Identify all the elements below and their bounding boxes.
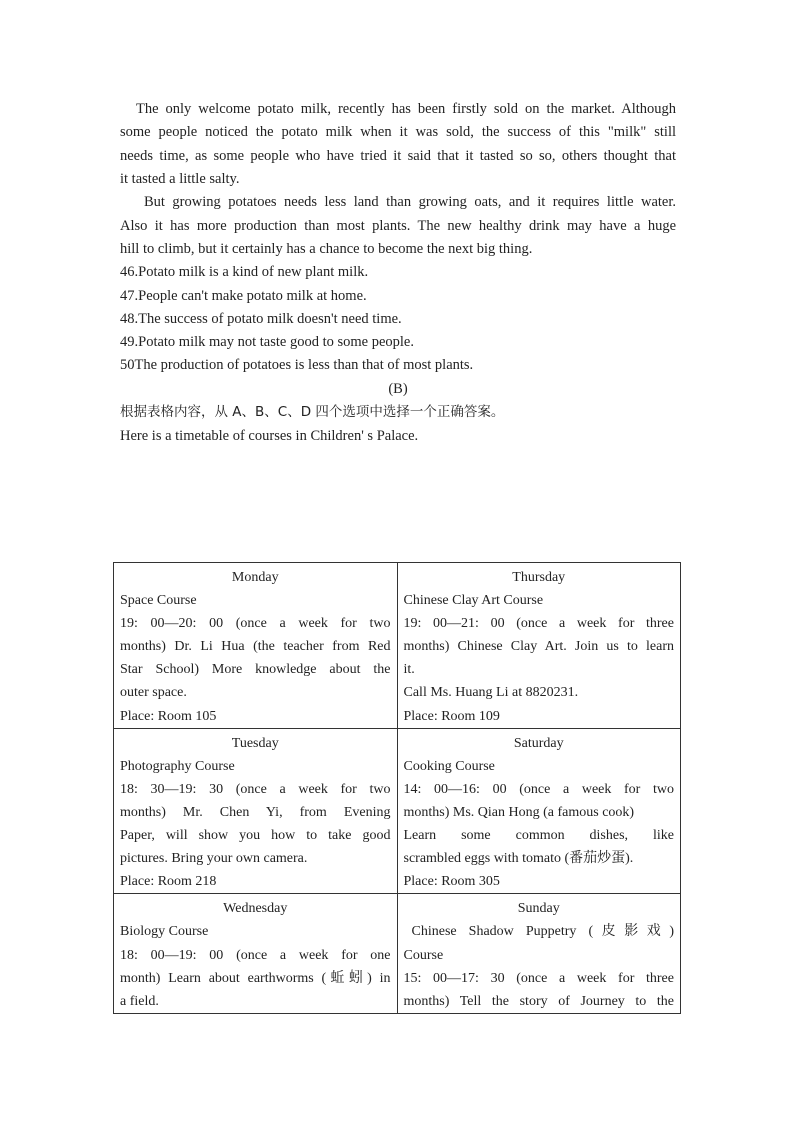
- course-text: months) Ms. Qian Hong (a famous cook): [403, 804, 635, 820]
- statement-46: 46.Potato milk is a kind of new plant milk.: [120, 264, 369, 280]
- passage-line: But growing potatoes needs less land than growing oats, and it requires little water.: [144, 194, 676, 210]
- course-text: 19: 00—21: 00 (once a week for three: [403, 616, 674, 632]
- course-text: months) Dr. Li Hua (the teacher from Red: [120, 639, 391, 655]
- day-heading: Thursday: [512, 570, 566, 585]
- course-text: months) Mr. Chen Yi, from Evening: [120, 804, 391, 820]
- course-title: Chinese Clay Art Course: [403, 593, 544, 609]
- course-text: Star School) More knowledge about the: [120, 662, 391, 678]
- course-text: scrambled eggs with tomato (番茄炒蛋).: [403, 851, 634, 867]
- course-text: 19: 00—20: 00 (once a week for two: [120, 616, 391, 632]
- day-heading: Tuesday: [231, 735, 279, 751]
- course-cell-thursday: [397, 563, 681, 729]
- course-title: Course: [403, 947, 444, 963]
- timetable: [113, 562, 681, 1014]
- day-heading: Monday: [231, 570, 279, 585]
- section-intro: Here is a timetable of courses in Children' s Palace.: [120, 428, 419, 444]
- day-heading: Wednesday: [223, 901, 288, 917]
- table-row: [114, 563, 681, 729]
- course-text: 18: 00—19: 00 (once a week for one: [120, 947, 391, 963]
- course-title: Cooking Course: [403, 758, 495, 774]
- course-title: Space Course: [120, 593, 197, 609]
- statement-49: 49.Potato milk may not taste good to some people.: [120, 334, 414, 350]
- course-cell-wednesday: [114, 894, 398, 1013]
- table-row: [114, 894, 681, 1013]
- course-contact: Call Ms. Huang Li at 8820231.: [403, 685, 579, 701]
- section-instruction: 根据表格内容，从 A、B、C、D 四个选项中选择一个正确答案。: [120, 404, 505, 420]
- course-place: Place: Room 305: [403, 874, 500, 890]
- passage-line: it tasted a little salty.: [120, 171, 240, 187]
- course-text: Paper, will show you how to take good: [120, 828, 391, 844]
- course-text: 15: 00—17: 30 (once a week for three: [403, 970, 674, 986]
- course-cell-saturday: [397, 728, 681, 894]
- course-text: outer space.: [120, 685, 187, 701]
- day-heading: Saturday: [513, 735, 564, 751]
- course-text: a field.: [120, 993, 159, 1009]
- course-text: it.: [403, 662, 415, 678]
- course-place: Place: Room 109: [403, 708, 500, 724]
- course-text: months) Chinese Clay Art. Join us to learn: [403, 639, 674, 655]
- course-cell-tuesday: [114, 728, 398, 894]
- course-place: Place: Room 218: [120, 874, 217, 890]
- course-place: Place: Room 105: [120, 708, 217, 724]
- passage-line: needs time, as some people who have tried it said that it tasted so so, others thought that: [120, 148, 676, 164]
- course-cell-monday: [114, 563, 398, 729]
- passage-line: hill to climb, but it certainly has a chance to become the next big thing.: [120, 241, 533, 257]
- section-heading: (B): [388, 381, 408, 397]
- table-row: [114, 728, 681, 894]
- course-text: 18: 30—19: 30 (once a week for two: [120, 781, 391, 797]
- course-text: Learn some common dishes, like: [403, 828, 674, 844]
- day-heading: Sunday: [517, 901, 560, 917]
- passage-line: Also it has more production than most plants. The new healthy drink may have a huge: [120, 218, 676, 234]
- course-text: pictures. Bring your own camera.: [120, 851, 308, 867]
- passage-line: The only welcome potato milk, recently has been firstly sold on the market. Although: [136, 101, 676, 117]
- statement-47: 47.People can't make potato milk at home.: [120, 288, 367, 304]
- course-title: Photography Course: [120, 758, 235, 774]
- statement-48: 48.The success of potato milk doesn't need time.: [120, 311, 402, 327]
- statement-50: 50The production of potatoes is less than that of most plants.: [120, 357, 474, 373]
- course-title: Chinese Shadow Puppetry (皮影戏): [411, 924, 674, 940]
- passage-line: some people noticed the potato milk when it was sold, the success of this "milk" still: [120, 124, 676, 140]
- course-text: months) Tell the story of Journey to the: [403, 993, 674, 1009]
- course-text: month) Learn about earthworms (蚯蚓) in: [120, 970, 391, 986]
- course-text: 14: 00—16: 00 (once a week for two: [403, 781, 674, 797]
- course-title: Biology Course: [120, 924, 209, 940]
- course-cell-sunday: [397, 894, 681, 1013]
